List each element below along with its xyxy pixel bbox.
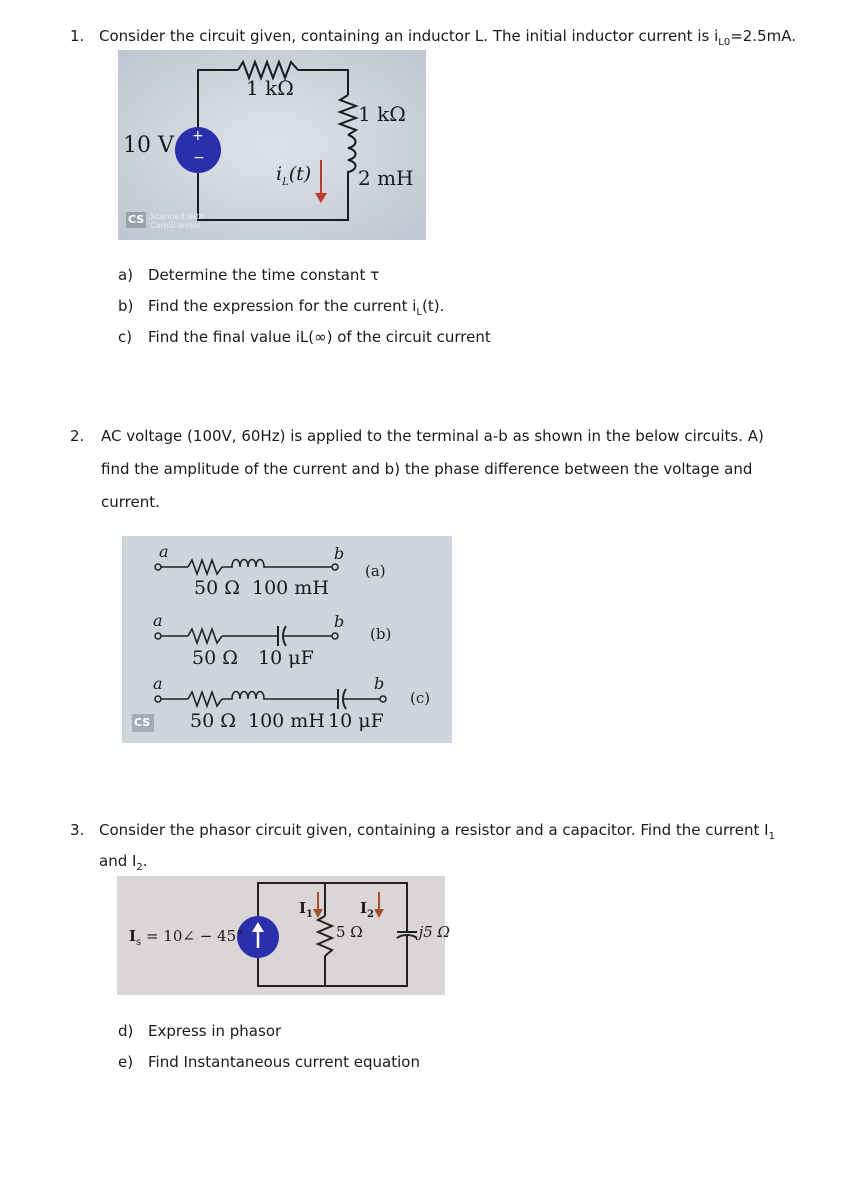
current-label: $i_L(t)$ xyxy=(276,163,312,188)
circuit-c-resistor-label: 50 Ω xyxy=(190,710,236,732)
q2-line-3: current. xyxy=(101,493,160,511)
q3-item-d-label: d) xyxy=(118,1022,134,1040)
capacitor-label: −j5 Ω xyxy=(406,923,450,941)
circuit-c-tag: (c) xyxy=(410,689,431,707)
q1-item-a-text: Determine the time constant τ xyxy=(148,266,380,284)
watermark-text: Scanned with CamScanner xyxy=(150,212,205,230)
q1-item-b-label: b) xyxy=(118,297,134,315)
q3-number: 3. xyxy=(70,821,85,839)
circuit-c-inductor-label: 100 mH xyxy=(248,710,325,732)
watermark-logo: CS xyxy=(128,213,145,226)
terminal-b-label-c: b xyxy=(374,674,385,693)
q3-item-e-text: Find Instantaneous current equation xyxy=(148,1053,420,1071)
terminal-b-label: b xyxy=(334,544,345,563)
q1-number: 1. xyxy=(70,27,85,45)
watermark-logo-2: CS xyxy=(134,716,151,729)
r2-label: 1 kΩ xyxy=(358,102,406,126)
q1-item-a-label: a) xyxy=(118,266,134,284)
q1-item-c-label: c) xyxy=(118,328,133,346)
terminal-b-label-b: b xyxy=(334,612,345,631)
q3-item-d-text: Express in phasor xyxy=(148,1022,282,1040)
terminal-a-label-b: a xyxy=(153,611,163,630)
q2-number: 2. xyxy=(70,427,85,445)
circuit-a-tag: (a) xyxy=(365,562,386,580)
q2-line-1: AC voltage (100V, 60Hz) is applied to the terminal a-b as shown in the below circuits. A) xyxy=(101,427,764,445)
q3-phasor-circuit-figure xyxy=(117,876,450,995)
i1-label: $I_1$ xyxy=(299,899,313,920)
q1-text: Consider the circuit given, containing an inductor L. The initial inductor current is $i_{L0}=2.5mA$. xyxy=(99,27,796,48)
circuit-c-capacitor-label: 10 μF xyxy=(328,710,384,732)
resistor-label: 5 Ω xyxy=(336,923,363,941)
plus-sign: + xyxy=(192,128,204,144)
q2-circuits-figure xyxy=(122,536,452,743)
q1-item-b-text: Find the expression for the current $i_L(t)$. xyxy=(148,297,445,318)
circuit-b-resistor-label: 50 Ω xyxy=(192,647,238,669)
circuit-b-capacitor-label: 10 μF xyxy=(258,647,314,669)
circuit-a-resistor-label: 50 Ω xyxy=(194,577,240,599)
terminal-a-label-c: a xyxy=(153,674,163,693)
q1-circuit-figure xyxy=(118,50,426,240)
source-voltage-label: 10 V xyxy=(123,133,174,158)
source-phasor-label: $I_s$ = 10∠ − 45° xyxy=(129,927,244,948)
r1-label: 1 kΩ xyxy=(246,76,294,100)
q3-line-2: and $I_2$. xyxy=(99,852,148,873)
inductor-label: 2 mH xyxy=(358,166,414,190)
q1-item-c-text: Find the final value iL(∞) of the circuit current xyxy=(148,328,491,346)
q2-line-2: find the amplitude of the current and b) the phase difference between the voltage and xyxy=(101,460,753,478)
circuit-a-inductor-label: 100 mH xyxy=(252,577,329,599)
terminal-a-label: a xyxy=(159,542,169,561)
circuit-b-tag: (b) xyxy=(370,625,392,643)
q3-line-1: Consider the phasor circuit given, containing a resistor and a capacitor. Find the current $I_1$ xyxy=(99,821,775,842)
minus-sign: − xyxy=(193,150,205,166)
q3-item-e-label: e) xyxy=(118,1053,134,1071)
i2-label: $I_2$ xyxy=(360,899,374,920)
